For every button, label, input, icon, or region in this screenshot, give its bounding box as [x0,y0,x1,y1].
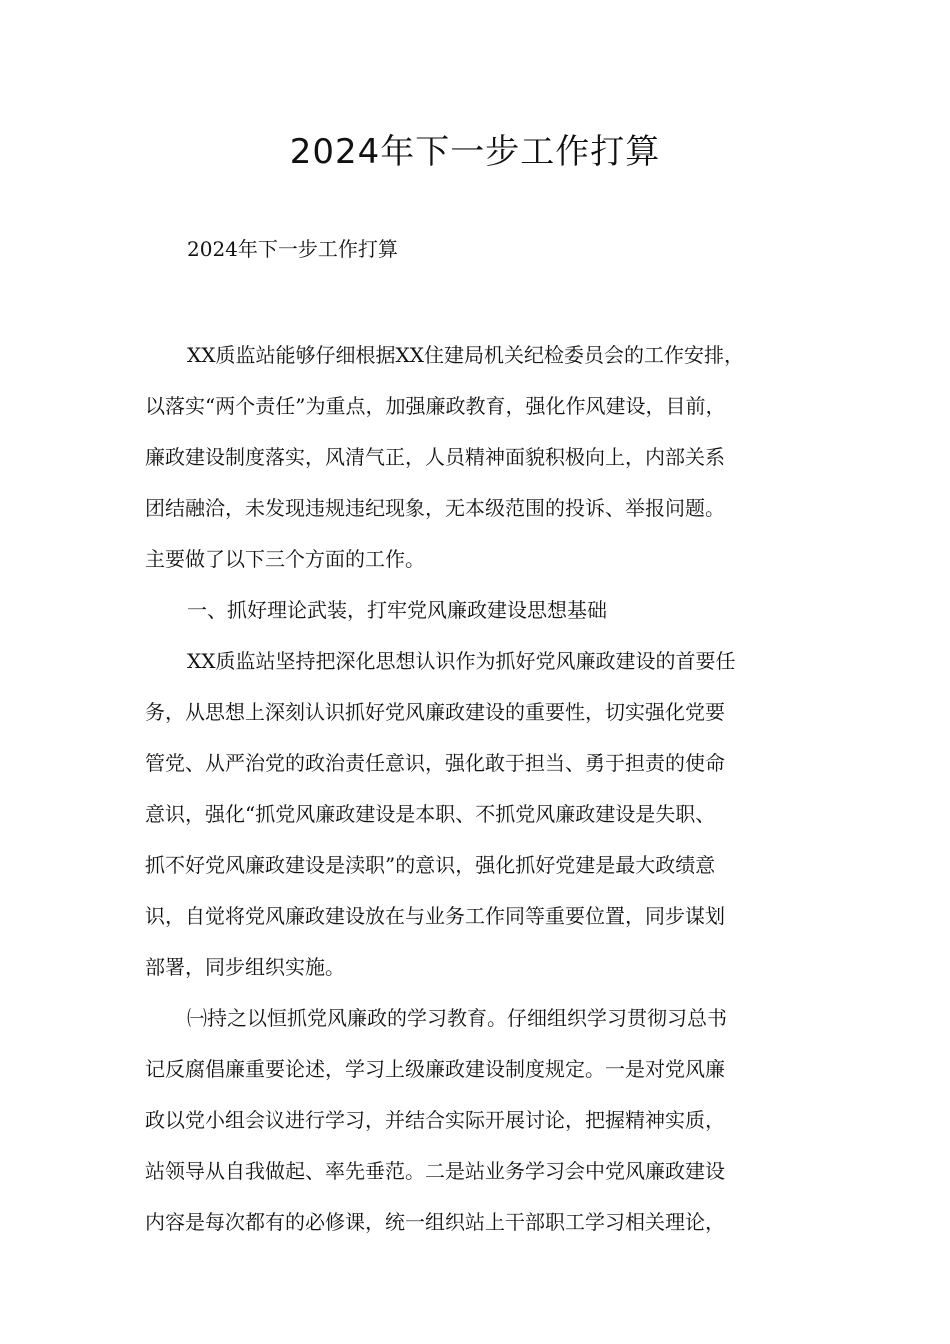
paragraph-line: XX质监站坚持把深化思想认识作为抓好党风廉政建设的首要任 [187,649,736,673]
paragraph-line: 站领导从自我做起、率先垂范。二是站业务学习会中党风廉政建设 [145,1159,725,1183]
paragraph-line: 管党、从严治党的政治责任意识，强化敢于担当、勇于担责的使命 [145,751,725,775]
paragraph-line: 廉政建设制度落实，风清气正，人员精神面貌积极向上，内部关系 [145,445,725,469]
paragraph-line: ㈠持之以恒抓党风廉政的学习教育。仔细组织学习贯彻习总书 [187,1006,727,1030]
paragraph-line: 内容是每次都有的必修课，统一组织站上干部职工学习相关理论， [145,1210,725,1234]
paragraph-line: 识，自觉将党风廉政建设放在与业务工作同等重要位置，同步谋划 [145,904,725,928]
document-body [145,330,835,1248]
paragraph-line: 主要做了以下三个方面的工作。 [145,547,425,571]
paragraph-line: 抓不好党风廉政建设是渎职”的意识，强化抓好党建是最大政绩意 [145,853,716,877]
paragraph-line: 意识，强化“抓党风廉政建设是本职、不抓党风廉政建设是失职、 [145,802,716,826]
document-subtitle: 2024年下一步工作打算 [187,237,398,261]
paragraph-line: 部署，同步组织实施。 [145,955,345,979]
section-heading: 一、抓好理论武装，打牢党风廉政建设思想基础 [187,598,607,622]
paragraph-line: 以落实“两个责任”为重点，加强廉政教育，强化作风建设，目前， [145,394,726,418]
paragraph-line: 务，从思想上深刻认识抓好党风廉政建设的重要性，切实强化党要 [145,700,725,724]
paragraph-line: 团结融洽，未发现违规违纪现象，无本级范围的投诉、举报问题。 [145,496,725,520]
paragraph-line: 记反腐倡廉重要论述，学习上级廉政建设制度规定。一是对党风廉 [145,1057,725,1081]
paragraph-line: XX质监站能够仔细根据XX住建局机关纪检委员会的工作安排， [187,343,744,367]
paragraph-line: 政以党小组会议进行学习，并结合实际开展讨论，把握精神实质， [145,1108,725,1132]
document-title: 2024年下一步工作打算 [289,132,661,172]
